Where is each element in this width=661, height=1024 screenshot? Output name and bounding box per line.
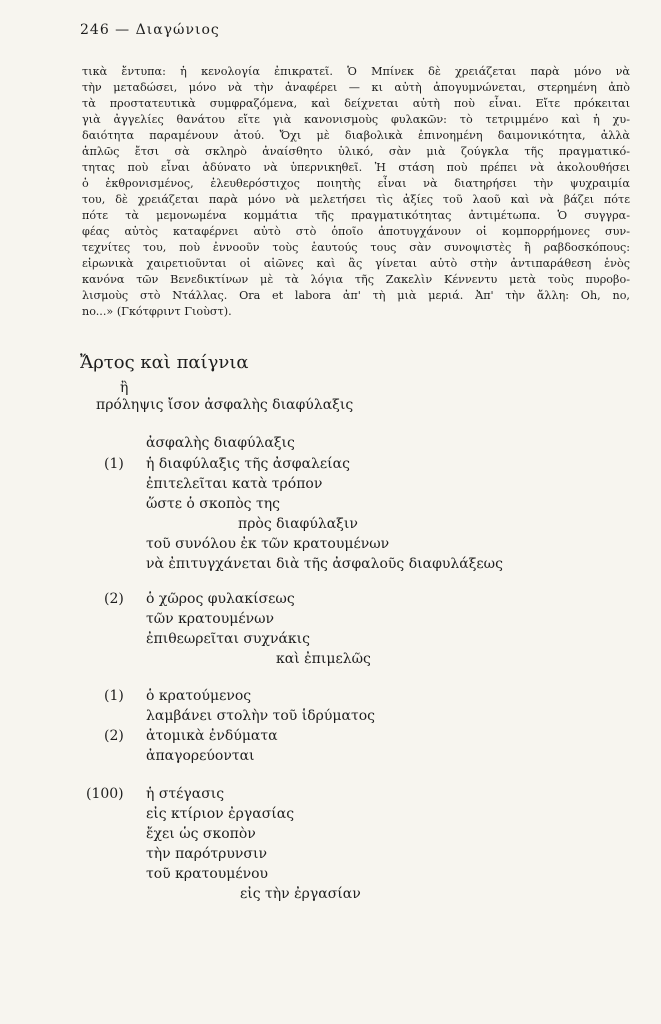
poem-line: ἀπαγορεύονται (146, 748, 255, 764)
prose-line: κανόνα τῶν Βενεδικτίνων μὲ τὰ λόγια τῆς Ζακελὶν Κέννεντυ μετὰ τοὺς πυροβο- (82, 273, 630, 286)
poem-line-number: (100) (86, 786, 124, 802)
prose-line: δαιότητα παραμένουν ἀτού. Ὄχι μὲ διαβολικὰ ἐπινοημένη δαιμονικότητα, ἀλλὰ (82, 129, 630, 142)
page-header: 246 — Διαγώνιος (80, 22, 220, 38)
poem-line: ἀτομικὰ ἐνδύματα (146, 728, 278, 744)
poem-line: τοῦ κρατουμένου (146, 866, 269, 882)
poem-line: τῶν κρατουμένων (146, 611, 275, 627)
prose-line: τὰ προστατευτικὰ συμφραζόμενα, καὶ δείχνεται αὐτὴ ποὺ εἶναι. Εἴτε πρόκειται (82, 97, 630, 110)
poem-line: τὴν παρότρυνσιν (146, 846, 267, 862)
prose-paragraph (82, 64, 630, 320)
poem-line: λαμβάνει στολὴν τοῦ ἱδρύματος (146, 708, 375, 724)
poem-line: ὁ κρατούμενος (146, 688, 252, 704)
poem-line-number: (1) (104, 456, 124, 472)
prose-line: γιὰ ἀγγελίες θανάτου εἴτε γιὰ κανονισμοὺς φυλακῶν: τὸ τετριμμένο καὶ ἡ χυ- (82, 113, 630, 126)
prose-line: τικὰ ἔντυπα: ἡ κενολογία ἐπικρατεῖ. Ὁ Μπίνεκ δὲ χρειάζεται παρὰ μόνο νὰ (82, 65, 630, 78)
poem-subtitle: πρόληψις ἴσον ἀσφαλὴς διαφύλαξις (96, 397, 354, 413)
poem-line: καὶ ἐπιμελῶς (276, 651, 371, 667)
prose-line: τεχνίτες του, ποὺ ἐννοοῦν τοὺς ἑαυτούς τους σὰν συνοψιστὲς ἢ ραβδοσκόπους: (82, 241, 630, 254)
poem-line: πρὸς διαφύλαξιν (238, 516, 358, 532)
poem-line: ὥστε ὁ σκοπὸς της (146, 496, 280, 512)
poem-line: εἰς τὴν ἐργασίαν (240, 886, 361, 902)
poem-title: Ἄρτος καὶ παίγνια (80, 352, 249, 373)
prose-line: ἁπλῶς ἔτσι σὰ σκληρὸ ἀναίσθητο ὑλικό, σὰν μιὰ ζούγκλα τῆς πραγματικό- (82, 145, 630, 158)
prose-line: no...» (Γκότφριντ Γιοὺστ). (82, 305, 232, 318)
prose-line: τητας ποὺ εἶναι ἀδύνατο νὰ ὑπερνικηθεῖ. Ἡ στάση ποὺ πρέπει νὰ ἀκολουθήσει (82, 161, 630, 174)
prose-line: τὴν μεταδώσει, μόνο νὰ τὴν ἀναφέρει — κι αὐτὴ ἀπογυμνώνεται, στερημένη ἀπὸ (82, 81, 630, 94)
poem-line: νὰ ἐπιτυγχάνεται διὰ τῆς ἀσφαλοῦς διαφυλάξεως (146, 556, 503, 572)
poem-line: ἔχει ὡς σκοπὸν (146, 826, 256, 842)
prose-line: λισμοὺς στὸ Ντάλλας. Ora et labora ἀπ' τὴ μιὰ μεριά. Ἀπ' τὴν ἄλλη: Oh, no, (82, 289, 630, 302)
prose-line: φέας αὐτὸς καταφέρνει αὐτὸ στὸ ὁποῖο ἀποτυγχάνουν οἱ κομπορρήμονες συν- (82, 225, 630, 238)
poem-line: εἰς κτίριον ἐργασίας (146, 806, 295, 822)
poem-line: ἡ στέγασις (146, 786, 225, 802)
poem-line: ἡ διαφύλαξις τῆς ἀσφαλείας (146, 456, 350, 472)
prose-line: εἰρωνικὰ χαιρετιοῦνται οἱ αἰῶνες καὶ ἂς γίνεται αὐτὸ στὴν ἀντιπαράθεση ἑνὸς (82, 257, 630, 270)
poem-line: ἀσφαλὴς διαφύλαξις (146, 435, 295, 451)
poem-line: ἐπιθεωρεῖται συχνάκις (146, 631, 311, 647)
poem-line-number: (1) (104, 688, 124, 704)
poem-line: ἐπιτελεῖται κατὰ τρόπον (146, 476, 323, 492)
poem-line: τοῦ συνόλου ἐκ τῶν κρατουμένων (146, 536, 390, 552)
prose-line: πότε τὰ μεμονωμένα κομμάτια τῆς πραγματικότητας ἀντιμέτωπα. Ὁ συγγρα- (82, 209, 630, 222)
poem-line: ὁ χῶρος φυλακίσεως (146, 591, 295, 607)
poem-line-number: (2) (104, 728, 124, 744)
poem-title-or: ἢ (120, 380, 129, 396)
prose-line: του, δὲ χρειάζεται παρὰ μόνο νὰ μελετήσει τὶς ἀξίες τοῦ λαοῦ καὶ νὰ βάζει πότε (82, 193, 630, 206)
prose-line: ὁ ἐκθρονισμένος, ἐλευθερόστιχος ποιητὴς εἶναι νὰ διατηρήσει τὴν ψυχραιμία (82, 177, 630, 190)
poem-line-number: (2) (104, 591, 124, 607)
